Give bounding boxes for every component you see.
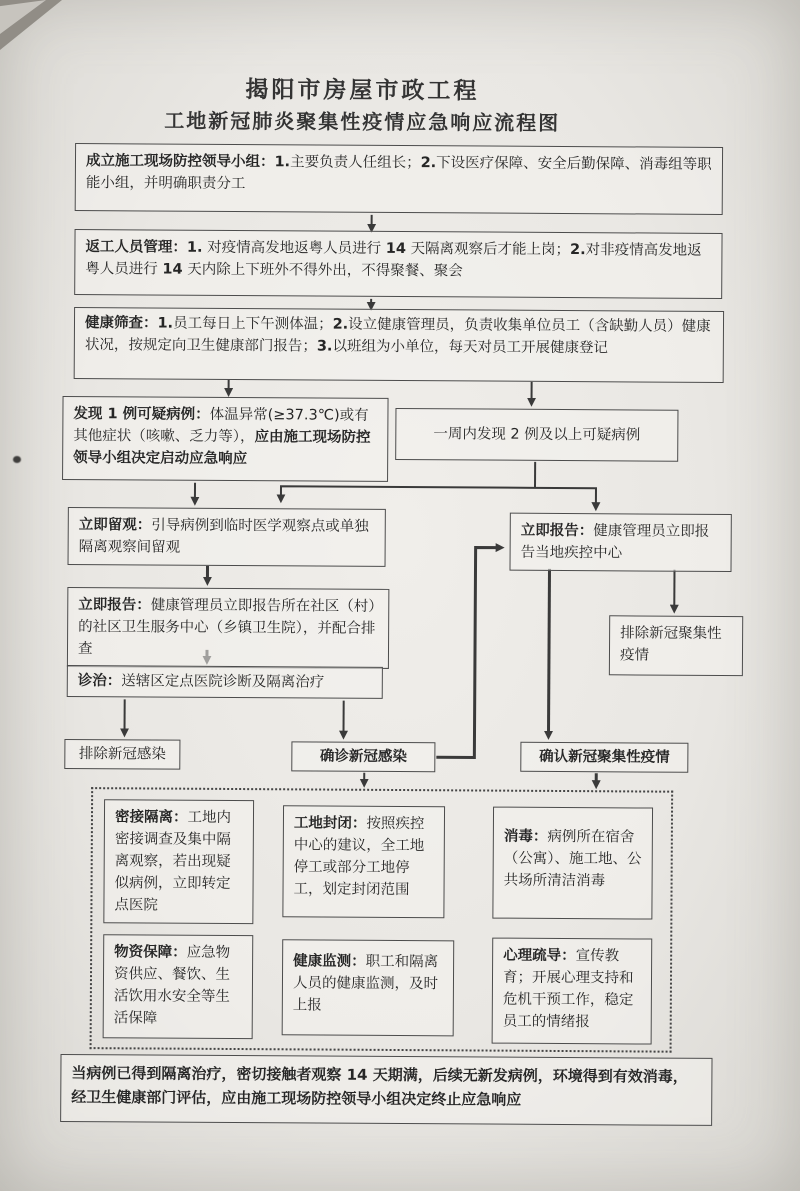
node-setup-leading-group: 成立施工现场防控领导小组：1.主要负责人任组长；2.下设医疗保障、安全后勤保障、消毒组等职能小组，并明确职责分工 <box>75 143 723 215</box>
node-exclude-cluster: 排除新冠聚集性疫情 <box>609 615 743 676</box>
node-one-suspected-case: 发现 1 例可疑病例：体温异常(≥37.3℃)或有其他症状（咳嗽、乏力等），应由施工现场防控领导小组决定启动应急响应 <box>62 396 389 482</box>
arrow-two-cases-to-observe <box>281 486 535 499</box>
page-title: 揭阳市房屋市政工程 <box>245 77 480 105</box>
node-returning-workers: 返工人员管理：1. 对疫情高发地返粤人员进行 14 天隔离观察后才能上岗；2.对非疫情高发地返粤人员进行 14 天内除上下班外不得外出，不得聚餐、聚会 <box>74 229 722 299</box>
node-report-community: 立即报告：健康管理员立即报告所在社区（村）的社区卫生服务中心（乡镇卫生院），并配合排查 <box>67 587 389 669</box>
node-psych-counseling: 心理疏导：宣传教育；开展心理支持和危机干预工作，稳定员工的情绪报 <box>492 938 653 1045</box>
node-health-monitoring: 健康监测：职工和隔离人员的健康监测，及时上报 <box>282 939 455 1036</box>
node-health-screening: 健康筛查：1.员工每日上下午测体温；2.设立健康管理员，负责收集单位员工（含缺勤人员）健康状况，按规定向卫生健康部门报告；3.以班组为小单位，每天对员工开展健康登记 <box>74 307 724 383</box>
node-disinfection: 消毒：病例所在宿舍（公寓）、施工地、公共场所清洁消毒 <box>492 807 653 920</box>
node-close-contact-isolation: 密接隔离：工地内密接调查及集中隔离观察，若出现疑似病例，立即转定点医院 <box>103 799 254 924</box>
node-site-closure: 工地封闭：按照疾控中心的建议，全工地停工或部分工地停工，划定封闭范围 <box>282 805 445 918</box>
arrow-two-cases-to-report-cdc <box>535 488 596 505</box>
page-subtitle: 工地新冠肺炎聚集性疫情应急响应流程图 <box>164 108 561 135</box>
node-confirmed-infection: 确诊新冠感染 <box>291 741 435 772</box>
node-diagnosis-treatment: 诊治：送辖区定点医院诊断及隔离治疗 <box>67 665 383 699</box>
arrow-report-cdc-to-confirm-cluster <box>548 569 549 734</box>
node-two-or-more-cases: 一周内发现 2 例及以上可疑病例 <box>395 408 678 462</box>
node-supplies: 物资保障：应急物资供应、餐饮、生活饮用水安全等生活保障 <box>103 934 254 1039</box>
node-immediate-observation: 立即留观：引导病例到临时医学观察点或单独隔离观察间留观 <box>68 507 386 567</box>
node-report-cdc: 立即报告：健康管理员立即报告当地疾控中心 <box>509 513 731 572</box>
node-exclude-infection: 排除新冠感染 <box>64 739 180 770</box>
node-termination: 当病例已得到隔离治疗，密切接触者观察 14 天期满，后续无新发病例，环境得到有效消毒，经卫生健康部门评估，应由施工现场防控领导小组决定终止应急响应 <box>60 1054 712 1126</box>
node-confirmed-cluster: 确认新冠聚集性疫情 <box>520 742 688 773</box>
ink-dot-artifact <box>13 456 21 463</box>
arrow-confirm-infection-to-report-cdc <box>436 547 498 757</box>
